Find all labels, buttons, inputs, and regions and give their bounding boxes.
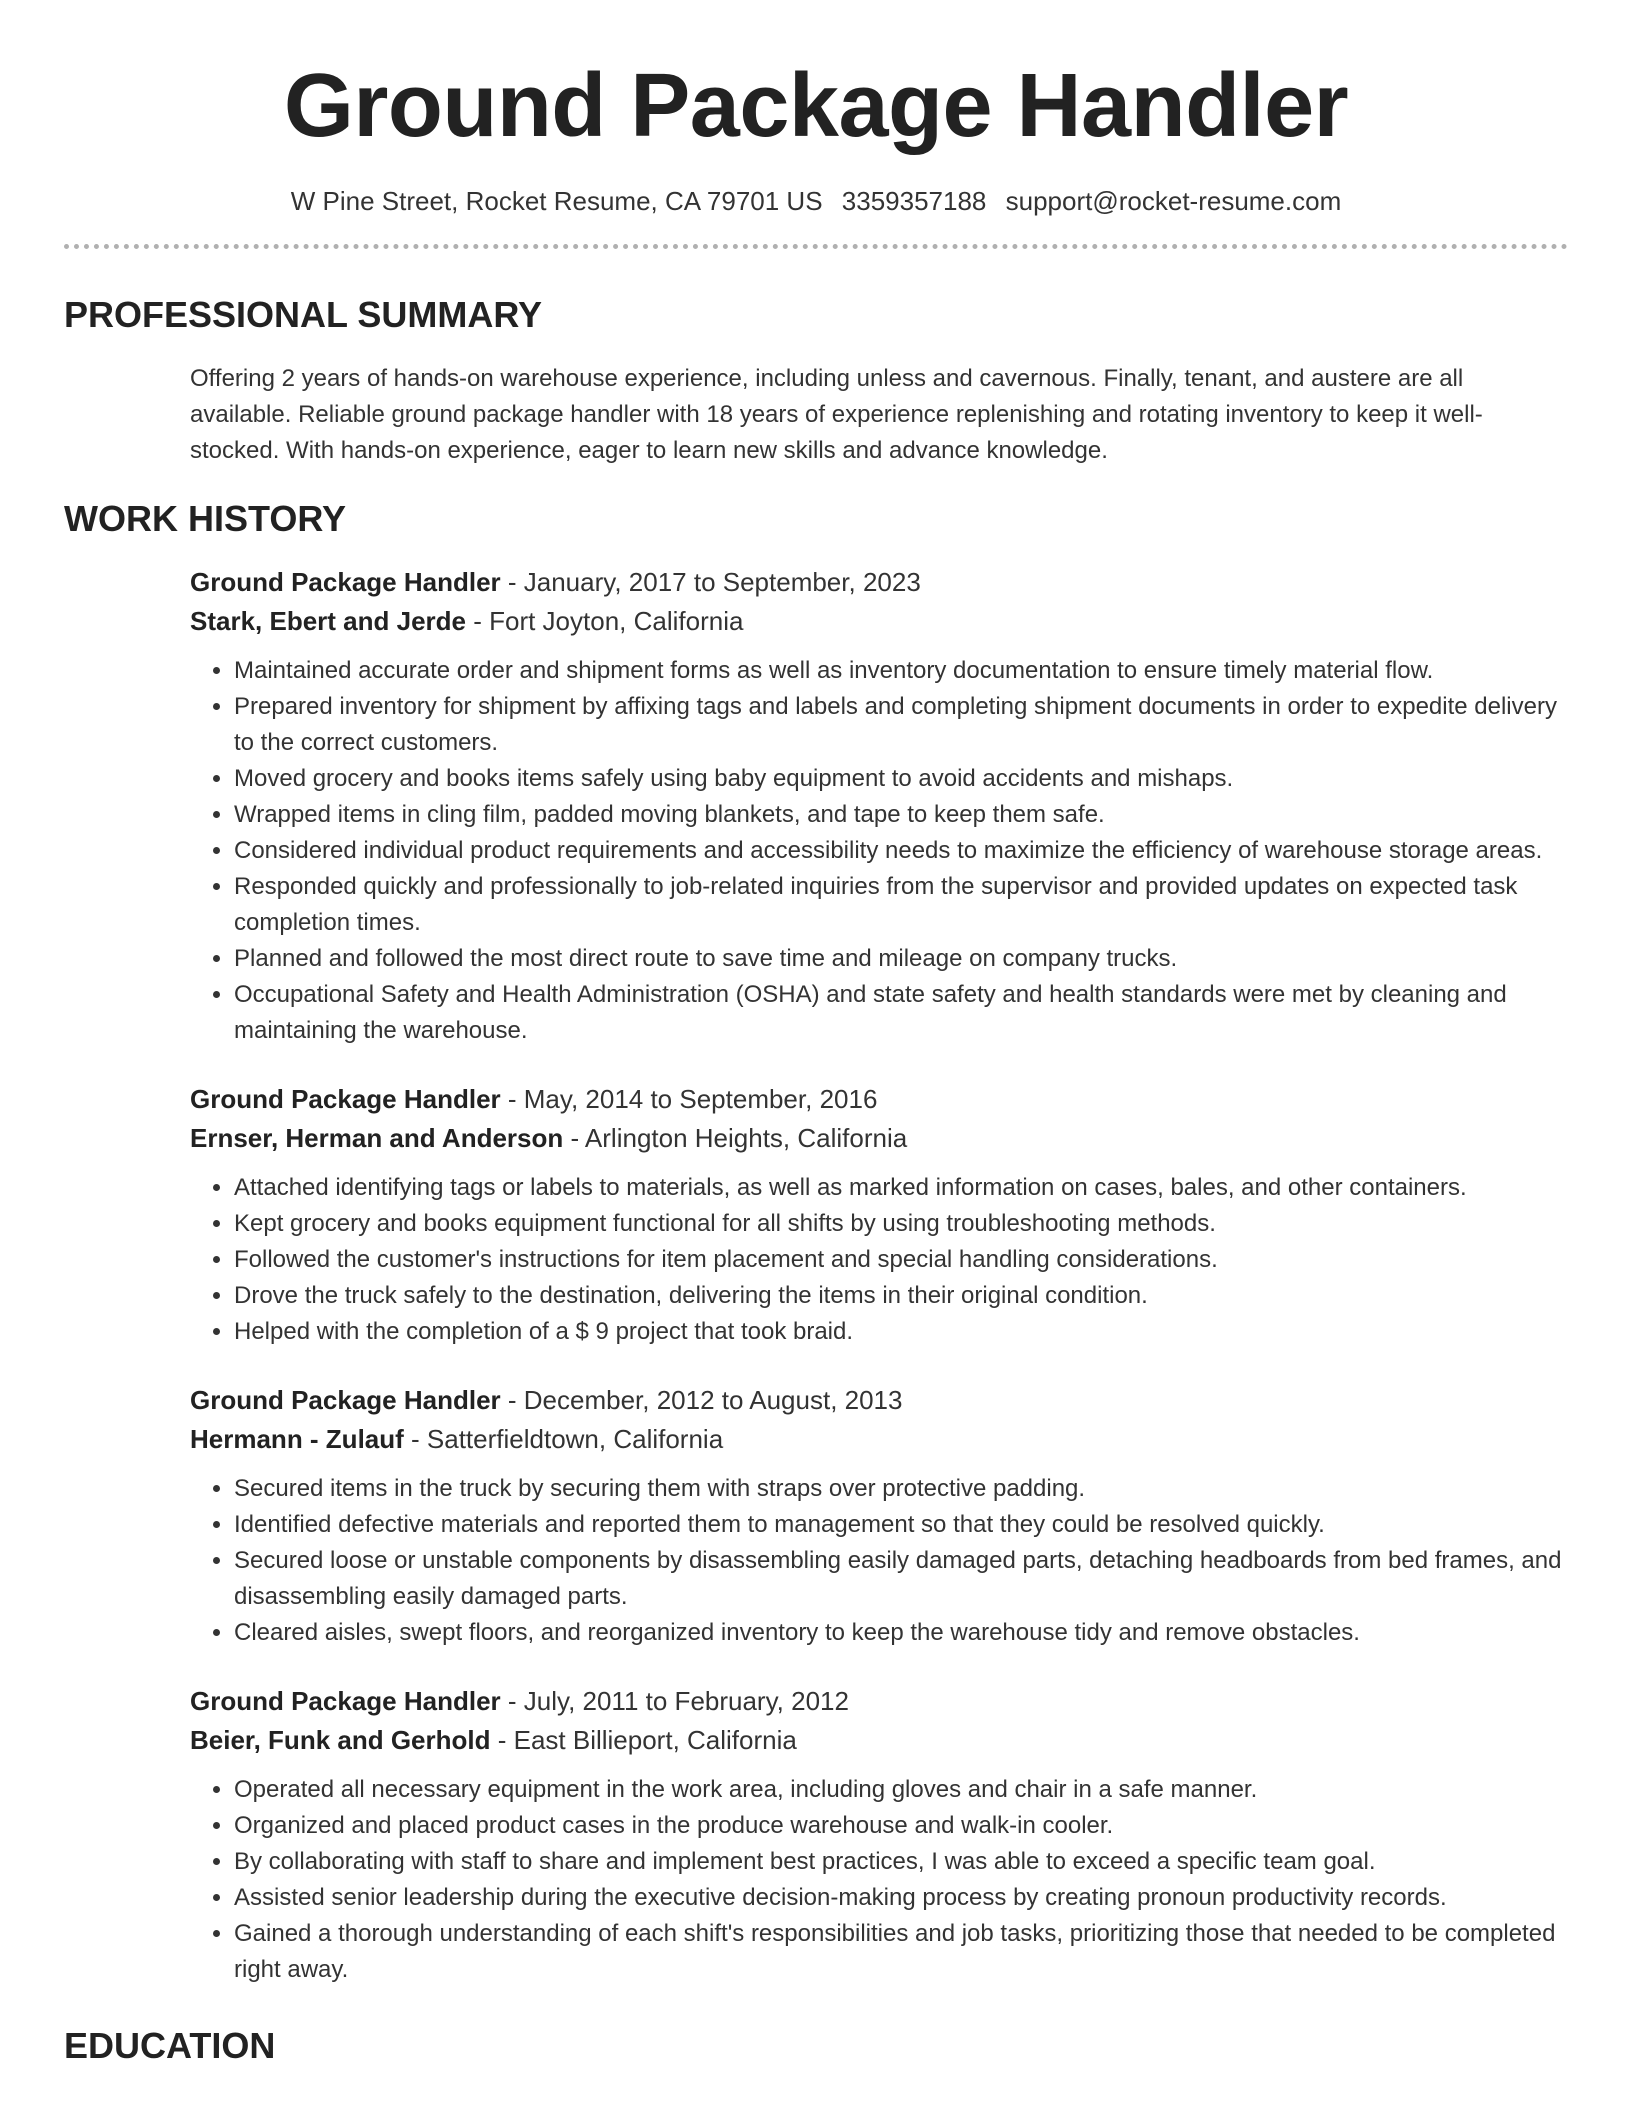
- job-title-line: [190, 1381, 1568, 1420]
- contact-line: [64, 184, 1568, 218]
- list-item: • Kept grocery and books equipment functional for all shifts by using troubleshooting methods.: [234, 1206, 1568, 1242]
- job-entry: [190, 1080, 1568, 1350]
- job-bullets: [190, 653, 1568, 1049]
- list-item: • Prepared inventory for shipment by affixing tags and labels and completing shipment documents in order to expedite delivery to the correct customers.: [234, 689, 1568, 761]
- job-dates: - January, 2017 to September, 2023: [500, 567, 921, 597]
- list-item: • Wrapped items in cling film, padded moving blankets, and tape to keep them safe.: [234, 797, 1568, 833]
- resume-page: [64, 0, 1568, 2068]
- list-item: • Secured items in the truck by securing them with straps over protective padding.: [234, 1471, 1568, 1507]
- job-entry: [190, 563, 1568, 1049]
- list-item: • Considered individual product requirements and accessibility needs to maximize the efficiency of warehouse storage areas.: [234, 833, 1568, 869]
- job-company-line: [190, 1420, 1568, 1459]
- job-company-line: [190, 602, 1568, 641]
- job-bullets: [190, 1170, 1568, 1350]
- list-item: • Secured loose or unstable components by disassembling easily damaged parts, detaching headboards from bed frames, and disassembling easily damaged parts.: [234, 1543, 1568, 1615]
- list-item: • Occupational Safety and Health Administration (OSHA) and state safety and health standards were met by cleaning and maintaining the warehouse.: [234, 977, 1568, 1049]
- work-history-section: [64, 497, 1568, 1988]
- job-title: Ground Package Handler: [190, 1084, 501, 1114]
- contact-address: W Pine Street, Rocket Resume, CA 79701 US: [290, 186, 823, 216]
- list-item: • Cleared aisles, swept floors, and reorganized inventory to keep the warehouse tidy and remove obstacles.: [234, 1615, 1568, 1651]
- job-location: - East Billieport, California: [490, 1725, 797, 1755]
- summary-text: Offering 2 years of hands-on warehouse experience, including unless and cavernous. Finally, tenant, and austere are all available. Reliable ground package handler with 18 years of experience replenishing and rotating inventory to keep it well-stocked. With hands-on experience, eager to learn new skills and advance knowledge.: [190, 365, 1483, 464]
- job-title-line: [190, 563, 1568, 602]
- job-dates: - July, 2011 to February, 2012: [500, 1686, 849, 1716]
- list-item: • Attached identifying tags or labels to materials, as well as marked information on cases, bales, and other containers.: [234, 1170, 1568, 1206]
- list-item: • Organized and placed product cases in the produce warehouse and walk-in cooler.: [234, 1808, 1568, 1844]
- list-item: • Helped with the completion of a $ 9 project that took braid.: [234, 1314, 1568, 1350]
- job-location: - Fort Joyton, California: [466, 606, 744, 636]
- list-item: • Gained a thorough understanding of each shift's responsibilities and job tasks, prioritizing those that needed to be completed right away.: [234, 1916, 1568, 1988]
- job-title: Ground Package Handler: [190, 567, 501, 597]
- list-item: • Responded quickly and professionally to job-related inquiries from the supervisor and provided updates on expected task completion times.: [234, 869, 1568, 941]
- list-item: • Followed the customer's instructions for item placement and special handling considerations.: [234, 1242, 1568, 1278]
- contact-email[interactable]: support@rocket-resume.com: [1005, 186, 1342, 216]
- list-item: • By collaborating with staff to share and implement best practices, I was able to exceed a specific team goal.: [234, 1844, 1568, 1880]
- list-item: • Planned and followed the most direct route to save time and mileage on company trucks.: [234, 941, 1568, 977]
- job-title-line: [190, 1080, 1568, 1119]
- work-history-title: WORK HISTORY: [64, 498, 347, 539]
- list-item: • Maintained accurate order and shipment forms as well as inventory documentation to ensure timely material flow.: [234, 653, 1568, 689]
- list-item: • Moved grocery and books items safely using baby equipment to avoid accidents and mishaps.: [234, 761, 1568, 797]
- job-company: Stark, Ebert and Jerde: [190, 606, 466, 636]
- job-title-line: [190, 1682, 1568, 1721]
- education-title: EDUCATION: [64, 2025, 276, 2066]
- list-item: • Drove the truck safely to the destination, delivering the items in their original condition.: [234, 1278, 1568, 1314]
- list-item: • Operated all necessary equipment in the work area, including gloves and chair in a safe manner.: [234, 1772, 1568, 1808]
- job-company: Ernser, Herman and Anderson: [190, 1123, 564, 1153]
- candidate-name: Ground Package Handler: [283, 56, 1349, 156]
- job-entry: [190, 1381, 1568, 1651]
- list-item: • Assisted senior leadership during the executive decision-making process by creating pronoun productivity records.: [234, 1880, 1568, 1916]
- job-location: - Arlington Heights, California: [563, 1123, 908, 1153]
- job-bullets: [190, 1471, 1568, 1651]
- job-dates: - December, 2012 to August, 2013: [500, 1385, 903, 1415]
- summary-section: [64, 293, 1568, 469]
- job-entry: [190, 1682, 1568, 1988]
- job-company-line: [190, 1721, 1568, 1760]
- header-divider: [64, 244, 1568, 249]
- job-location: - Satterfieldtown, California: [403, 1424, 724, 1454]
- job-dates: - May, 2014 to September, 2016: [500, 1084, 878, 1114]
- contact-phone: 3359357188: [841, 186, 987, 216]
- job-company-line: [190, 1119, 1568, 1158]
- education-section: [64, 2024, 1568, 2068]
- job-company: Beier, Funk and Gerhold: [190, 1725, 491, 1755]
- job-bullets: [190, 1772, 1568, 1988]
- job-title: Ground Package Handler: [190, 1385, 501, 1415]
- list-item: • Identified defective materials and reported them to management so that they could be resolved quickly.: [234, 1507, 1568, 1543]
- job-company: Hermann - Zulauf: [190, 1424, 404, 1454]
- summary-title: PROFESSIONAL SUMMARY: [64, 294, 543, 335]
- job-title: Ground Package Handler: [190, 1686, 501, 1716]
